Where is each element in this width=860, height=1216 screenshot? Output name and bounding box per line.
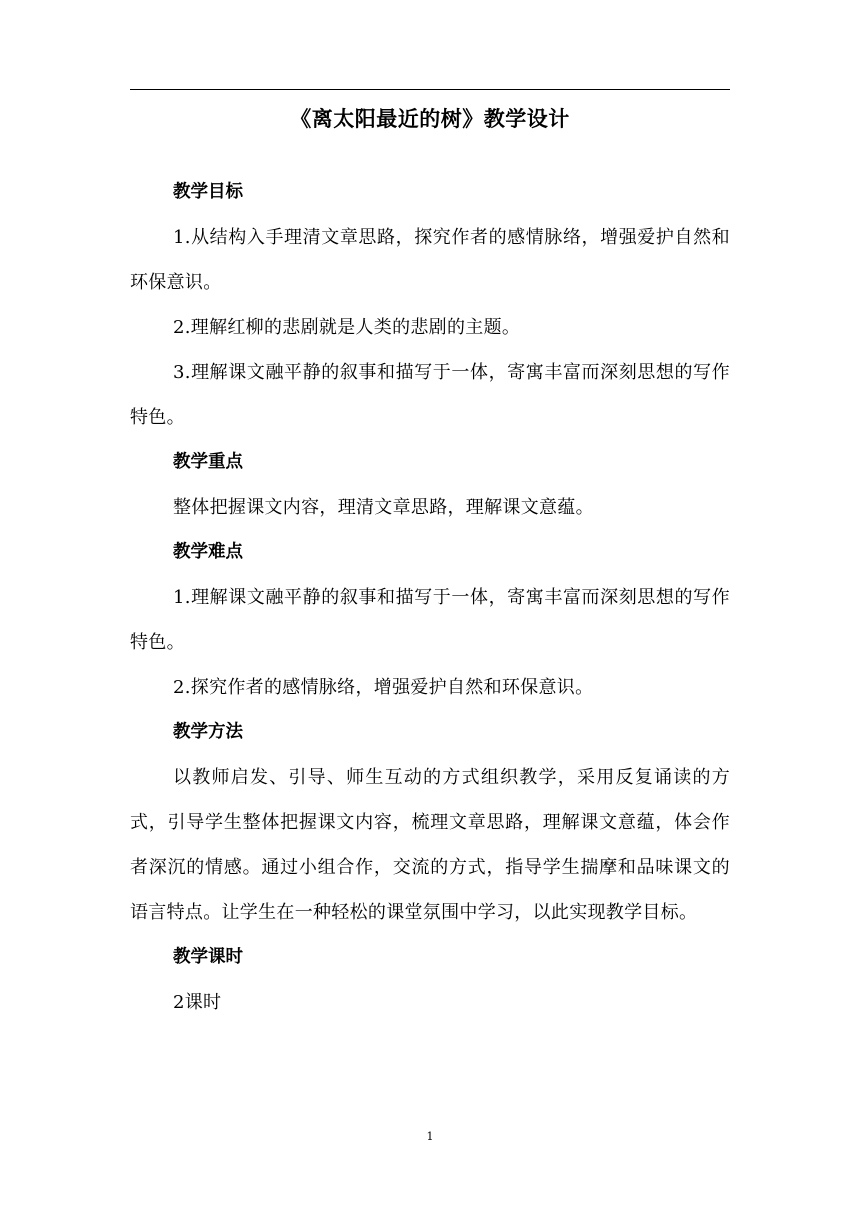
paragraph: 1.理解课文融平静的叙事和描写于一体，寄寓丰富而深刻思想的写作特色。 xyxy=(130,587,730,653)
section-heading: 教学重点 xyxy=(173,452,243,472)
section-key-points xyxy=(130,440,730,530)
paragraph: 2.理解红柳的悲剧就是人类的悲剧的主题。 xyxy=(173,317,521,338)
section-heading: 教学难点 xyxy=(173,542,243,562)
section-class-hours xyxy=(130,935,730,1025)
paragraph: 1.从结构入手理清文章思路，探究作者的感情脉络，增强爱护自然和环保意识。 xyxy=(130,227,730,293)
section-methods xyxy=(130,710,730,935)
paragraph: 整体把握课文内容，理清文章思路，理解课文意蕴。 xyxy=(173,497,594,518)
document-title: 《离太阳最近的树》教学设计 xyxy=(290,107,570,131)
paragraph: 2课时 xyxy=(173,992,222,1013)
paragraph: 2.探究作者的感情脉络，增强爱护自然和环保意识。 xyxy=(173,677,594,698)
paragraph: 3.理解课文融平静的叙事和描写于一体，寄寓丰富而深刻思想的写作特色。 xyxy=(130,362,730,428)
page-number: 1 xyxy=(426,1130,434,1143)
document-body xyxy=(130,170,730,1025)
section-heading: 教学方法 xyxy=(173,722,243,742)
section-heading: 教学目标 xyxy=(173,182,243,202)
section-heading: 教学课时 xyxy=(173,947,243,967)
header-rule xyxy=(130,89,730,90)
section-difficulties xyxy=(130,530,730,710)
section-objectives xyxy=(130,170,730,440)
paragraph: 以教师启发、引导、师生互动的方式组织教学，采用反复诵读的方式，引导学生整体把握课文内容，梳理文章思路，理解课文意蕴，体会作者深沉的情感。通过小组合作，交流的方式，指导学生揣摩和品味课文的语言特点。让学生在一种轻松的课堂氛围中学习，以此实现教学目标。 xyxy=(130,767,730,923)
